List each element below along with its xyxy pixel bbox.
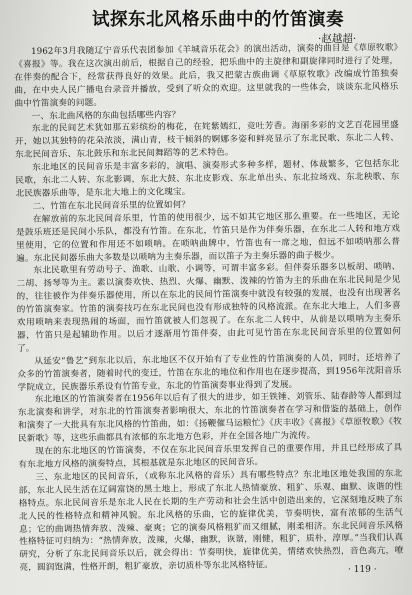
paragraph: 东北民歌里有劳动号子、渔歌、山歌、小调等，可谓丰富多彩。但伴奏乐器多以板胡、唢呐、二胡、扬琴等为主。素以演奏欢快、热烈、火爆、幽默、泼辣的竹笛为主的乐曲在东北民间是少见的，往往被作为伴奏乐器使用，所以在东北的民间竹笛演奏中就没有较强的发展，也没有出现著名的竹笛演奏家。竹笛的演奏技巧在东北民间也没有形成独特的风格流派。在东北大地上，人们多喜欢用唢呐来表现热闹的场面，而竹笛就被人们忽视了。在东北二人转中，从前是以唢呐为主奏乐器，竹笛只是起辅助作用。以后才逐渐用竹笛伴奏，由此可见竹笛在东北民间音乐里的位置如何了。: [16, 262, 402, 354]
paragraph: 东北地区的民间音乐是丰富多彩的，演唱、演奏形式多种多样，题材、体裁繁多，它包括东北民歌，东北二人转、东北影调，东北大鼓、东北皮影戏、东北单出头、东北拉场戏、东北秧歌、东北民族器乐曲等，是东北大地上的文化瑰宝。: [15, 159, 400, 199]
paragraph: 从延安“鲁艺”到东北以后，东北地区不仅开始有了专业性的竹笛演奏的人员，同时，还培养了众多的竹笛演奏者，随着时代的变迁，竹笛在东北的地位和作用也在逐步提高，到1956年沈阳音乐学院成立，民族器乐系设有竹笛专业，东北的竹笛演奏事业得到了发展。: [17, 352, 402, 393]
paragraph: 在解放前的东北民间音乐里，竹笛的使用很少，远不如其它地区那么重要。在一些地区，无论是鼓乐班还是民间小乐队，都没有竹笛。在东北，竹笛只是作为伴奏乐器，在东北二人转和地方戏里使用，它的位置和作用还不如唢呐。在唢呐曲牌中，竹笛也有一席之地，但远不如唢呐那么普遍。东北民间器乐曲大多数是以唢呐为主奏乐器，而以笛子为主奏乐器的曲子极少。: [15, 210, 401, 264]
section-heading: 一、东北曲风格的东曲包括哪些内容？: [31, 109, 181, 122]
paragraph: 现在的东北地区的竹笛演奏，不仅在东北民间音乐里发挥自己的重要作用，并且已经形成了具有东北地方风格的演奏特点，其根基就是东北地区的民间音乐。: [18, 443, 403, 470]
paragraph: 东北地区的竹笛演奏者在1956年以后有了很大的进步，如王铁锤、刘管乐、陆春龄等人都到过东北演奏和讲学，对东北的竹笛演奏者影响很大，东北的竹笛演奏者在学习和借鉴的基础上，创作和演奏了一大批具有东北风格的竹笛曲，如：《扬鞭催马运粮忙》《庆丰收》《喜报》《草原牧歌》《牧民新歌》等，这些乐曲都具有浓郁的东北地方色彩，并在全国各地广为流传。: [17, 391, 403, 445]
paragraph: 1962年3月我随辽宁音乐代表团参加《羊城音乐花会》的演出活动，演奏的曲目是《草原牧歌》《喜报》等。我在这次演出前后，根据自己的经验，把乐曲中的主旋律和副旋律同时进行了处理，在伴奏的配合下，经常获得良好的效果。此后，我又把蒙古族曲调《草原牧歌》改编成竹笛独奏曲，在中央人民广播电台录音并播放，受到了听众的欢迎。这里就我的一些体会，谈谈东北风格乐曲中竹笛演奏的问题。: [14, 42, 399, 109]
article-title: 试探东北风格乐曲中的竹笛演奏: [92, 10, 344, 30]
paragraph: 三、东北地区的民间音乐，（或称东北风格的音乐）具有哪些特点？东北地区地处我国的东北部，东北人民生活在辽阔富饶的黑土地上，形成了东北人热情豪放、粗犷、乐观、幽默、诙谐的性格特点。东北民间音乐是东北人民在长期的生产劳动和社会生活中创造出来的，它深刻地反映了东北人民的性格特点和精神风貌。东北风格的乐曲，它的旋律优美，节奏明快，富有浓郁的生活气息；它的曲调热情奔放、泼辣、豪爽；它的演奏风格粗犷而又细腻，刚柔相济。东北民间音乐风格性格特征可归纳为：“热情奔放，泼辣，火爆，幽默，诙谐，刚健，粗犷，质朴，淳厚。”当我们认真研究，分析了东北民间音乐以后，就会得出：节奏明快，旋律优美，情绪欢快热烈，音色高亢，嘹亮，圆润饱满，性格开朗，粗犷豪放，亲切质朴等东北风格特征。: [18, 468, 404, 574]
paragraph: 东北的民间艺术犹如那五彩缤纷的梅花，在姹紫嫣红，竞吐芳香。海丽多彩的文艺百花园里盛开，她以其独特的花朵浓淡，满山青，枝干倾斜的婀娜多姿和鲜亮显示了东北民歌、东北二人转、东北民间音乐、东北鼓乐和东北民间舞蹈等的艺术特色。: [14, 120, 400, 161]
page-number: · 119 ·: [348, 565, 377, 575]
article-body: [14, 42, 404, 575]
section-heading: 二、竹笛在东北民间音乐里的位置如何？: [32, 200, 191, 212]
article-author: ·赵越超·: [318, 33, 357, 45]
